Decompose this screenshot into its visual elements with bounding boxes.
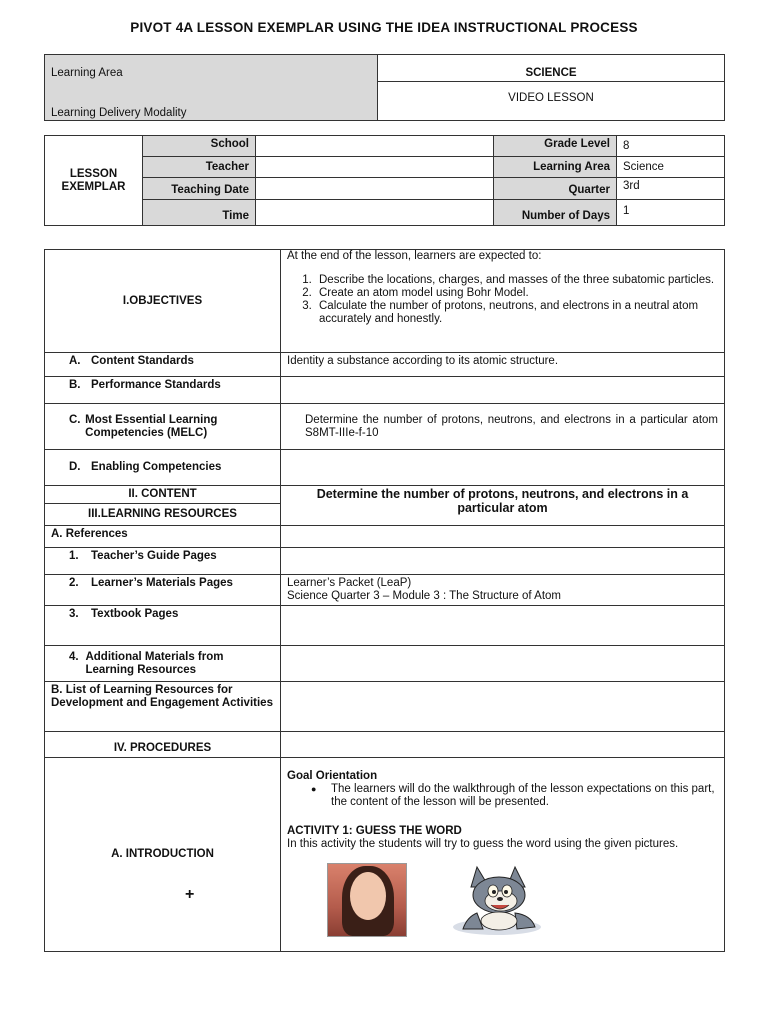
additional-materials-label: Additional Materials from Learning Resources bbox=[85, 650, 224, 676]
bullet-icon: ● bbox=[311, 784, 317, 794]
days-label: Number of Days bbox=[494, 200, 617, 226]
textbook-pages-label: Textbook Pages bbox=[91, 608, 179, 620]
additional-materials-value[interactable] bbox=[281, 646, 725, 682]
ref-3-num: 3. bbox=[69, 608, 79, 620]
references-label: A. References bbox=[45, 526, 281, 548]
content-value: Determine the number of protons, neutrons, and electrons in a particular atom bbox=[281, 486, 725, 526]
performance-standards-label: Performance Standards bbox=[91, 379, 221, 391]
learning-area-label: Learning Area bbox=[45, 55, 378, 82]
days-value: 1 bbox=[617, 200, 725, 226]
standard-d-letter: D. bbox=[69, 461, 81, 473]
info-table bbox=[44, 135, 725, 226]
procedures-value bbox=[281, 732, 725, 758]
grade-level-value: 8 bbox=[617, 136, 725, 157]
objective-item: 3. Calculate the number of protons, neutrons, and electrons in a neutral atom accurately and honestly. bbox=[315, 300, 718, 326]
procedures-label: IV. PROCEDURES bbox=[45, 732, 281, 758]
content-standards-value: Identity a substance according to its atomic structure. bbox=[281, 353, 725, 377]
ref-4-num: 4. bbox=[69, 650, 79, 663]
enabling-competencies-label: Enabling Competencies bbox=[91, 461, 222, 473]
grade-level-label: Grade Level bbox=[494, 136, 617, 157]
standard-c-letter: C. bbox=[69, 413, 81, 426]
melc-value: Determine the number of protons, neutrons, and electrons in a particular atom S8MT-IIIe-f-10 bbox=[281, 404, 725, 450]
learning-area-value: SCIENCE bbox=[378, 55, 725, 82]
learning-area-label-2: Learning Area bbox=[494, 157, 617, 178]
activity-heading: ACTIVITY 1: GUESS THE WORD bbox=[287, 825, 462, 837]
standard-a-letter: A. bbox=[69, 355, 81, 367]
ref-2-num: 2. bbox=[69, 577, 79, 589]
introduction-label: A. INTRODUCTION bbox=[111, 848, 214, 860]
learners-materials-value-1: Learner’s Packet (LeaP) bbox=[287, 577, 412, 589]
time-field[interactable] bbox=[256, 200, 494, 226]
lesson-exemplar-label: LESSON EXEMPLAR bbox=[45, 136, 143, 226]
learning-resources-label: III.LEARNING RESOURCES bbox=[45, 504, 281, 526]
document-title: PIVOT 4A LESSON EXEMPLAR USING THE IDEA INSTRUCTIONAL PROCESS bbox=[130, 20, 638, 35]
objective-item: 1. Describe the locations, charges, and masses of the three subatomic particles. bbox=[315, 274, 718, 287]
header-table bbox=[44, 54, 725, 121]
learners-materials-label: Learner’s Materials Pages bbox=[91, 577, 233, 589]
objectives-intro: At the end of the lesson, learners are expected to: bbox=[287, 250, 542, 262]
goal-orientation-heading: Goal Orientation bbox=[287, 770, 378, 782]
teacher-label: Teacher bbox=[143, 157, 256, 178]
performance-standards-value[interactable] bbox=[281, 377, 725, 404]
content-standards-label: Content Standards bbox=[91, 355, 194, 367]
time-label: Time bbox=[143, 200, 256, 226]
modality-label: Learning Delivery Modality bbox=[45, 82, 378, 121]
quarter-value: 3rd bbox=[617, 178, 725, 200]
lesson-table bbox=[44, 249, 725, 952]
ref-1-num: 1. bbox=[69, 550, 79, 562]
activity-text: In this activity the students will try to guess the word using the given pictures. bbox=[287, 838, 679, 850]
objective-item: 2. Create an atom model using Bohr Model. bbox=[315, 287, 718, 300]
teachers-guide-label: Teacher’s Guide Pages bbox=[91, 550, 217, 562]
references-value[interactable] bbox=[281, 526, 725, 548]
textbook-pages-value[interactable] bbox=[281, 606, 725, 646]
list-of-resources-value[interactable] bbox=[281, 682, 725, 732]
quarter-label: Quarter bbox=[494, 178, 617, 200]
teacher-field[interactable] bbox=[256, 157, 494, 178]
goal-orientation-text: The learners will do the walkthrough of the lesson expectations on this part, the content of the lesson will be presented. bbox=[331, 783, 715, 808]
woman-photo bbox=[327, 863, 407, 937]
enabling-competencies-value[interactable] bbox=[281, 450, 725, 486]
teaching-date-field[interactable] bbox=[256, 178, 494, 200]
modality-value: VIDEO LESSON bbox=[378, 82, 725, 121]
objectives-list bbox=[315, 274, 718, 326]
content-label: II. CONTENT bbox=[45, 486, 281, 504]
melc-label: Most Essential Learning Competencies (MELC) bbox=[85, 413, 218, 439]
list-of-resources-label: B. List of Learning Resources for Development and Engagement Activities bbox=[45, 682, 281, 732]
learning-area-value-2: Science bbox=[617, 157, 725, 178]
plus-mark: + bbox=[185, 886, 195, 903]
teaching-date-label: Teaching Date bbox=[143, 178, 256, 200]
teachers-guide-value[interactable] bbox=[281, 548, 725, 575]
school-field[interactable] bbox=[256, 136, 494, 157]
cartoon-cat-image bbox=[437, 857, 547, 937]
standard-b-letter: B. bbox=[69, 379, 81, 391]
learners-materials-value-2: Science Quarter 3 – Module 3 : The Structure of Atom bbox=[287, 590, 562, 602]
objectives-label: I.OBJECTIVES bbox=[45, 250, 281, 353]
school-label: School bbox=[143, 136, 256, 157]
